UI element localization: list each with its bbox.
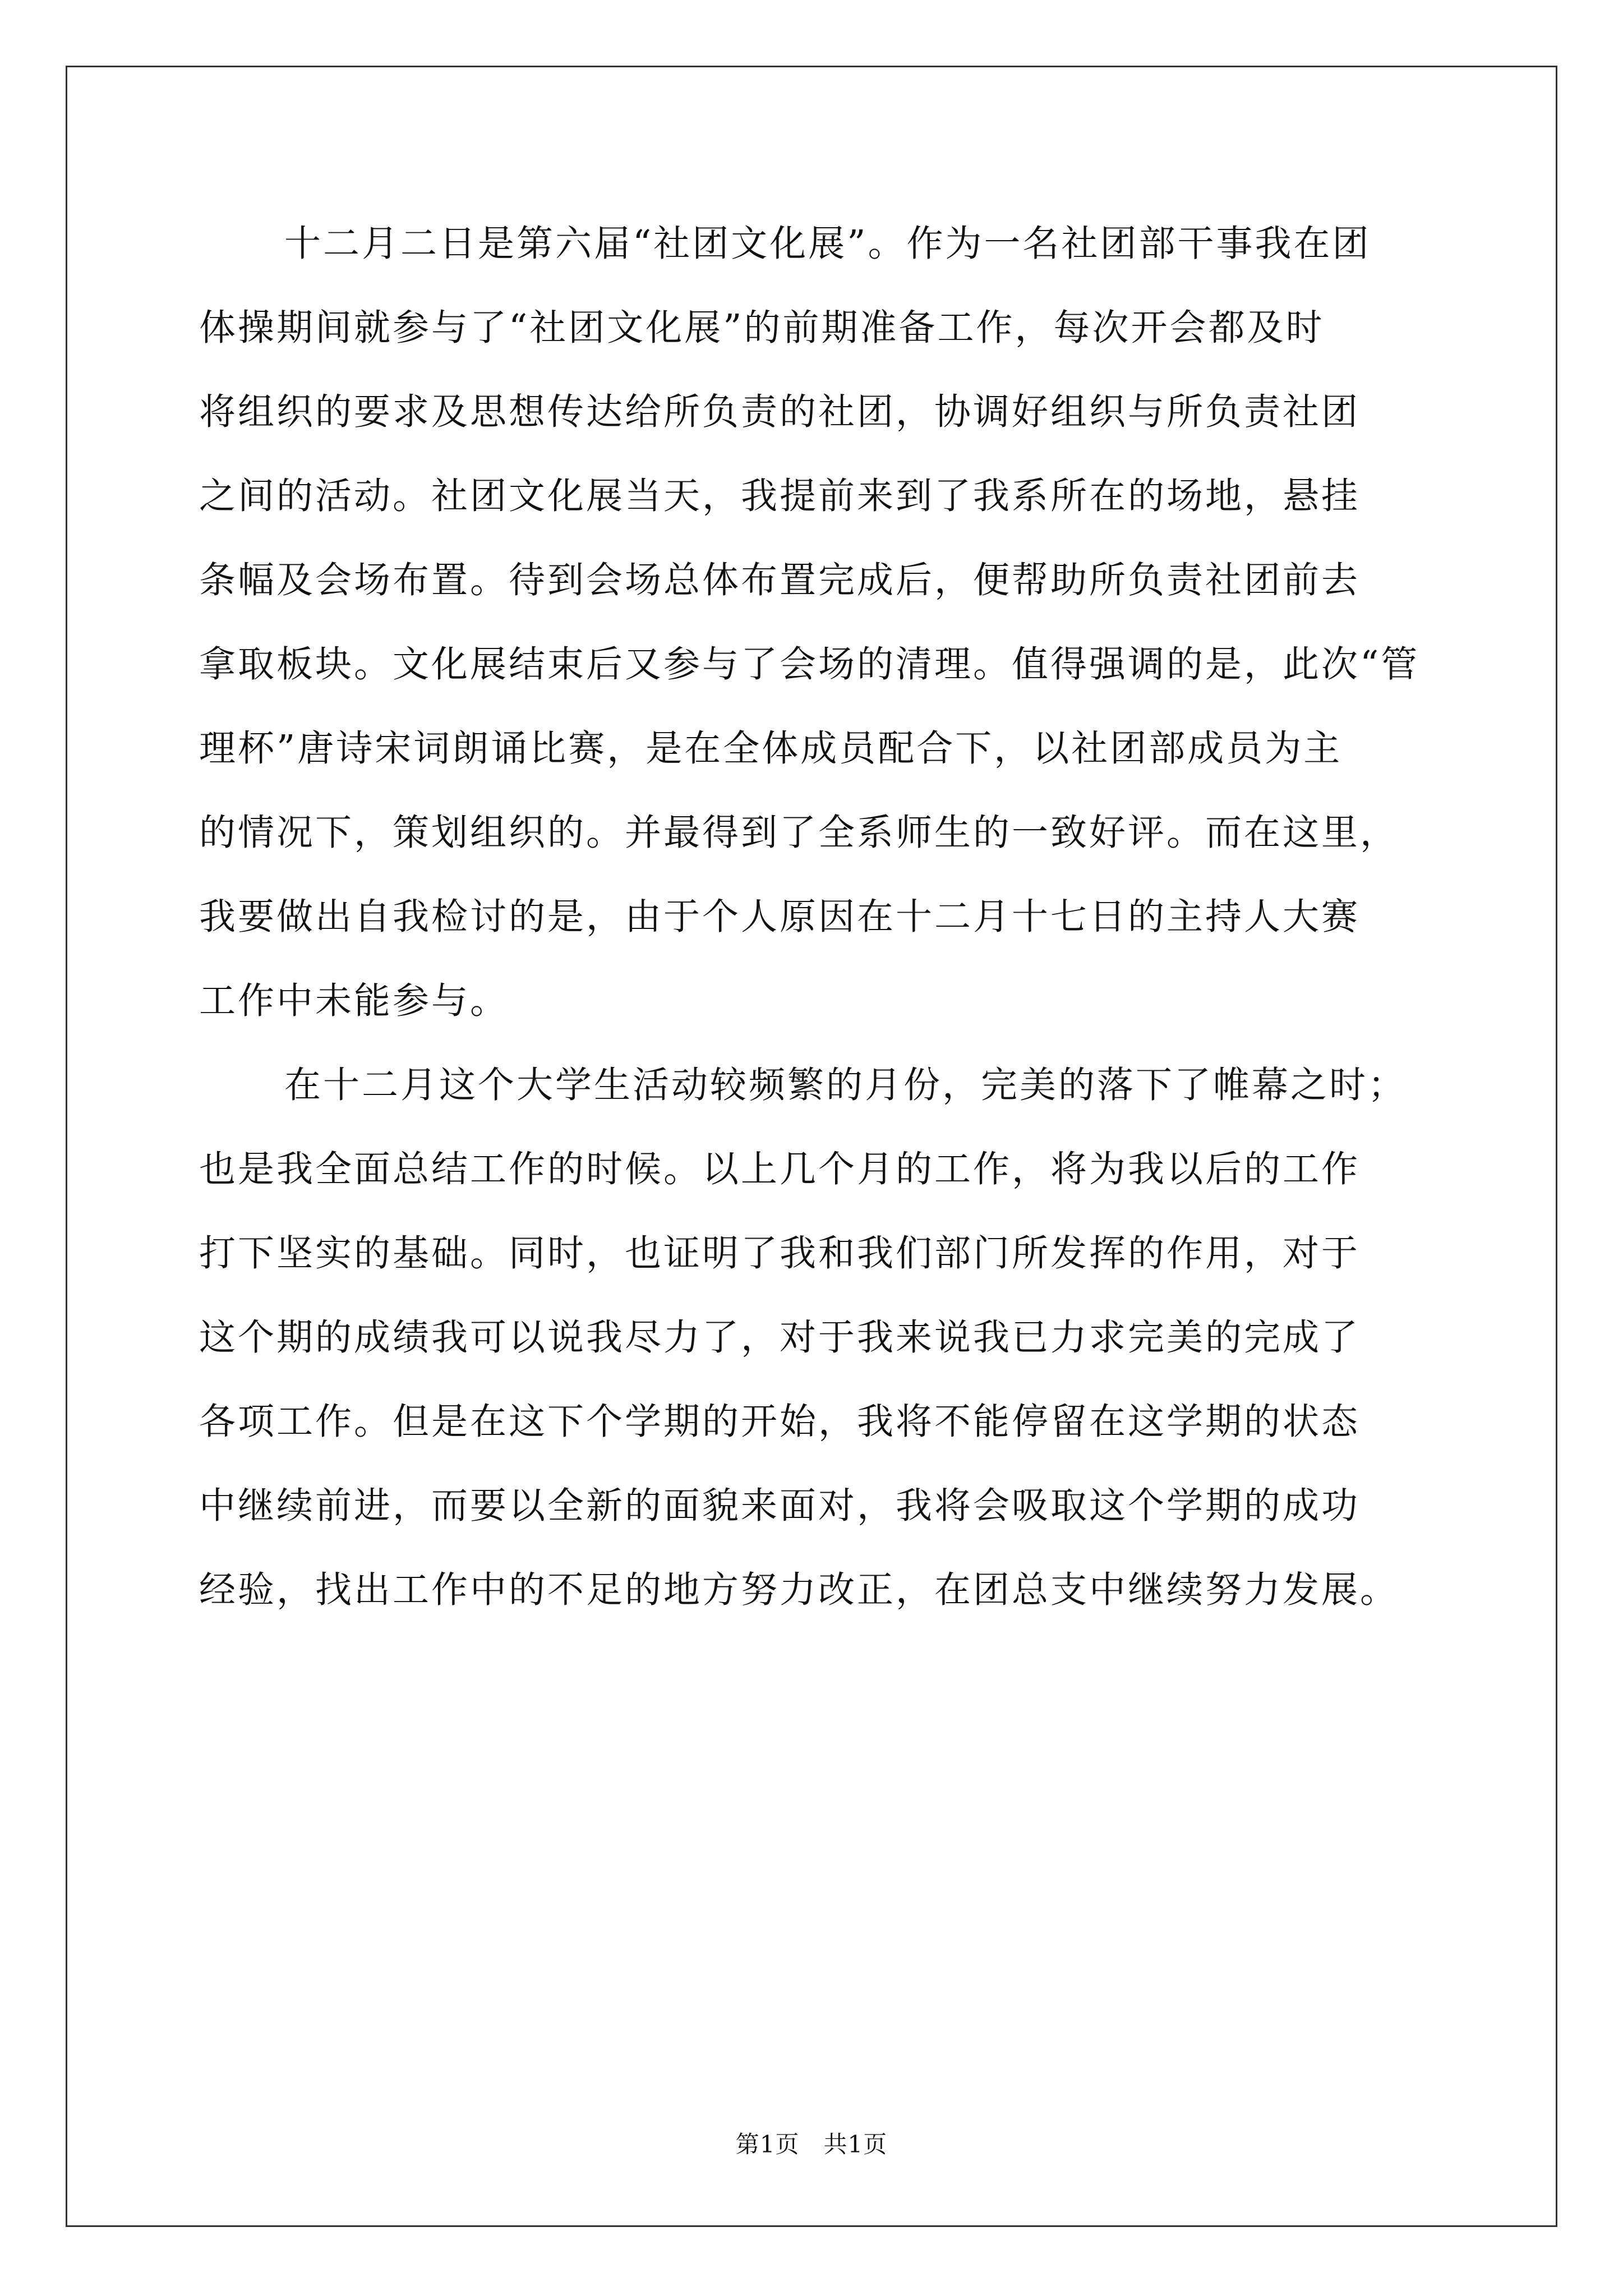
- text-line: 经验，找出工作中的不足的地方努力改正，在团总支中继续努力发展。: [199, 1569, 1399, 1611]
- document-body: [199, 202, 1427, 1632]
- paragraph-2: [199, 1043, 1427, 1632]
- text-line: 这个期的成绩我可以说我尽力了，对于我来说我已力求完美的完成了: [199, 1317, 1361, 1359]
- text-line: 各项工作。但是在这下个学期的开始，我将不能停留在这学期的状态: [199, 1401, 1361, 1443]
- text-line: 打下坚实的基础。同时，也证明了我和我们部门所发挥的作用，对于: [199, 1232, 1361, 1274]
- text-line: 的情况下，策划组织的。并最得到了全系师生的一致好评。而在这里，: [199, 812, 1399, 854]
- text-line: 我要做出自我检讨的是，由于个人原因在十二月十七日的主持人大赛: [199, 896, 1361, 938]
- text-line: 体操期间就参与了“社团文化展”的前期准备工作，每次开会都及时: [199, 307, 1325, 349]
- text-line: 工作中未能参与。: [199, 980, 509, 1022]
- text-line: 拿取板块。文化展结束后又参与了会场的清理。值得强调的是，此次“管: [199, 643, 1420, 685]
- paragraph-1: [199, 202, 1427, 1043]
- text-line: 将组织的要求及思想传达给所负责的社团，协调好组织与所负责社团: [199, 391, 1361, 433]
- text-line: 之间的活动。社团文化展当天，我提前来到了我系所在的场地，悬挂: [199, 475, 1361, 517]
- text-line: 十二月二日是第六届“社团文化展”。作为一名社团部干事我在团: [284, 223, 1371, 265]
- text-line: 条幅及会场布置。待到会场总体布置完成后，便帮助所负责社团前去: [199, 559, 1361, 601]
- page-number-footer: 第1页 共1页: [735, 2131, 888, 2158]
- text-line: 中继续前进，而要以全新的面貌来面对，我将会吸取这个学期的成功: [199, 1485, 1361, 1527]
- text-line: 也是我全面总结工作的时候。以上几个月的工作，将为我以后的工作: [199, 1148, 1361, 1190]
- text-line: 理杯”唐诗宋词朗诵比赛，是在全体成员配合下，以社团部成员为主: [199, 728, 1343, 770]
- text-line: 在十二月这个大学生活动较频繁的月份，完美的落下了帷幕之时；: [284, 1064, 1407, 1106]
